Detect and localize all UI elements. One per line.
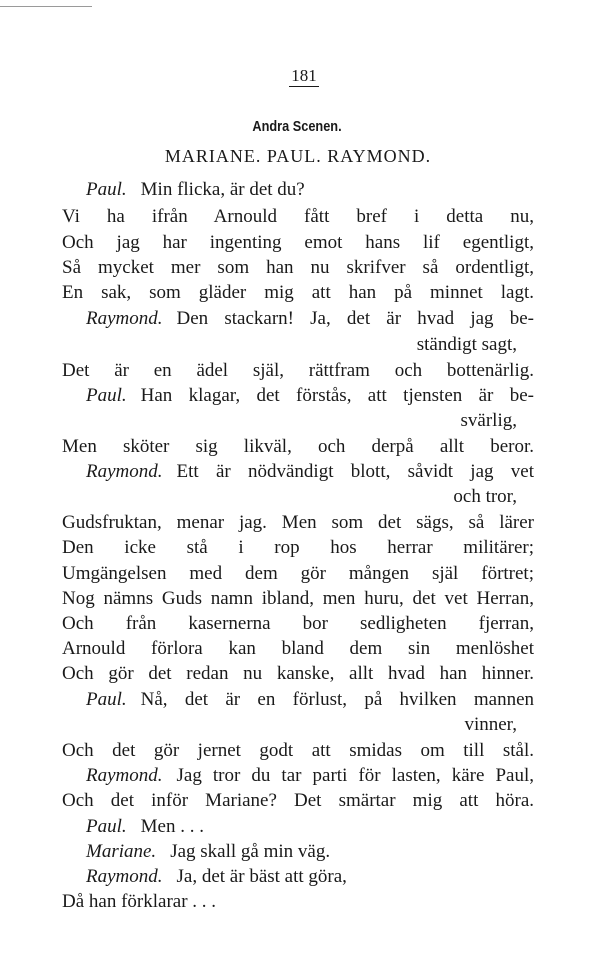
verse-line: Den icke stå i rop hos herrar militärer; xyxy=(62,537,534,558)
verse-line: Paul. Men . . . xyxy=(86,816,204,837)
verse-line: Men sköter sig likväl, och derpå allt beror. xyxy=(62,436,534,457)
verse-line: Då han förklarar . . . xyxy=(62,891,217,912)
verse-line: Raymond. Den stackarn! Ja, det är hvad jag be- xyxy=(86,308,534,329)
verse-line: Paul. Nå, det är en förlust, på hvilken mannen xyxy=(86,689,534,710)
verse-line: Mariane. Jag skall gå min väg. xyxy=(86,841,331,862)
top-edge-rule xyxy=(0,6,92,7)
verse-line: Raymond. Jag tror du tar parti för lasten, käre Paul, xyxy=(86,765,534,786)
verse-line: Så mycket mer som han nu skrifver så ordentligt, xyxy=(62,257,534,278)
verse-line: Nog nämns Guds namn ibland, men huru, det vet Herran, xyxy=(62,588,534,609)
verse-line-continuation: vinner, xyxy=(464,714,517,735)
scene-heading: Andra Scenen. xyxy=(252,118,342,135)
verse-line: Arnould förlora kan bland dem sin menlöshet xyxy=(62,638,534,659)
verse-line: Och från kasernerna bor sedligheten fjerran, xyxy=(62,613,534,634)
verse-line: Och jag har ingenting emot hans lif egentligt, xyxy=(62,232,534,253)
verse-line: Paul. Han klagar, det förstås, att tjensten är be- xyxy=(86,385,534,406)
verse-line: Och det gör jernet godt att smidas om till stål. xyxy=(62,740,534,761)
verse-line: Raymond. Ett är nödvändigt blott, såvidt jag vet xyxy=(86,461,534,482)
verse-line: Paul. Min flicka, är det du? xyxy=(86,179,305,200)
verse-line: Och gör det redan nu kanske, allt hvad han hinner. xyxy=(62,663,534,684)
verse-line: Raymond. Ja, det är bäst att göra, xyxy=(86,866,347,887)
page-number: 181 xyxy=(291,66,317,85)
verse-line: En sak, som gläder mig att han på minnet lagt. xyxy=(62,282,534,303)
verse-line-continuation: och tror, xyxy=(453,486,517,507)
verse-line-continuation: ständigt sagt, xyxy=(416,334,517,355)
verse-line: Umgängelsen med dem gör mången själ förtret; xyxy=(62,563,534,584)
verse-line: Det är en ädel själ, rättfram och bottenärlig. xyxy=(62,360,534,381)
verse-line: Och det inför Mariane? Det smärtar mig att höra. xyxy=(62,790,534,811)
verse-line-continuation: svärlig, xyxy=(460,410,517,431)
character-list: MARIANE. PAUL. RAYMOND. xyxy=(164,146,432,166)
verse-line: Gudsfruktan, menar jag. Men som det sägs, så lärer xyxy=(62,512,534,533)
verse-line: Vi ha ifrån Arnould fått bref i detta nu, xyxy=(62,206,534,227)
